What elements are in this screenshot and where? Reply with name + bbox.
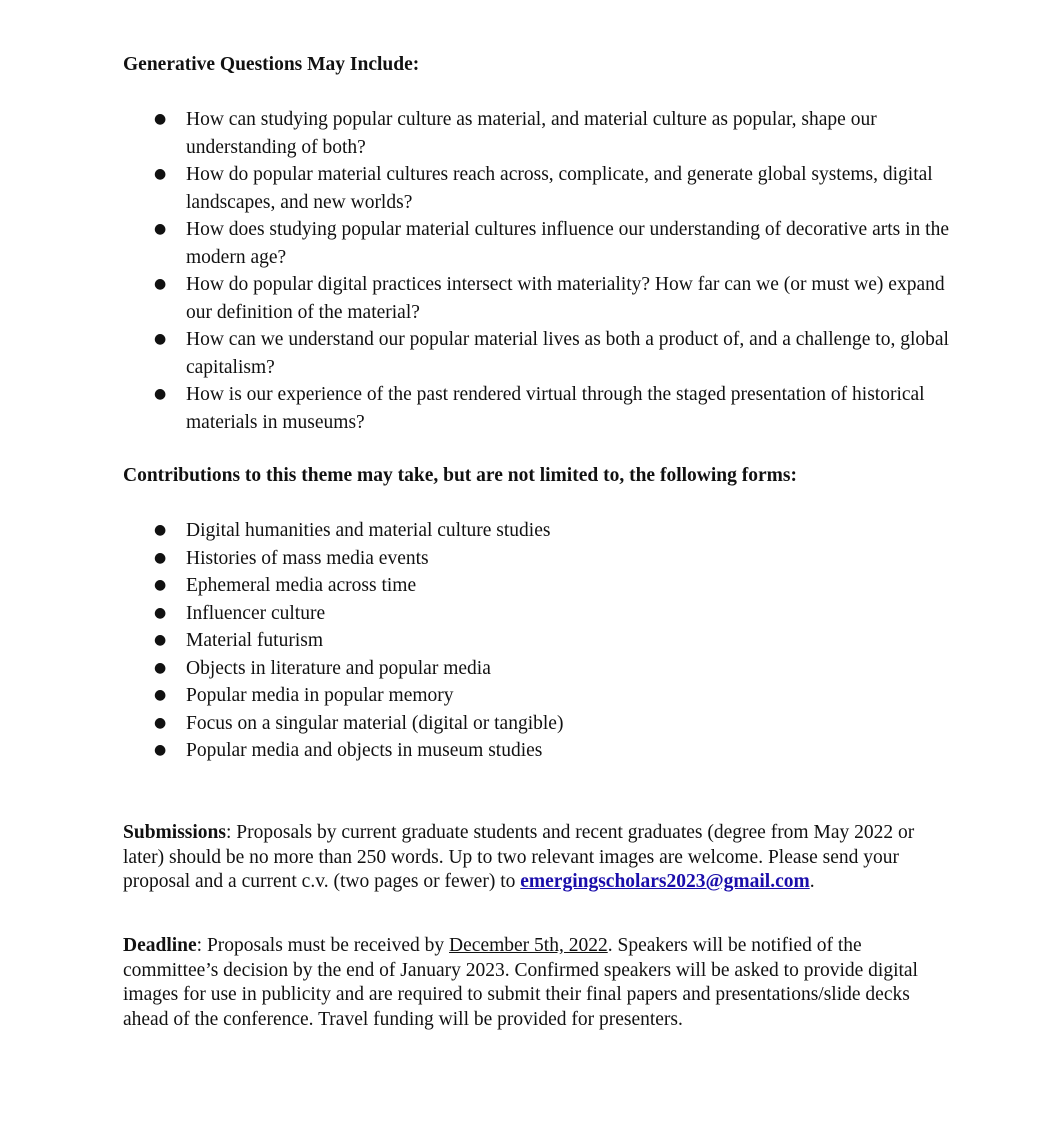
submissions-label: Submissions — [123, 822, 226, 843]
questions-heading: Generative Questions May Include: — [123, 54, 420, 75]
bullet-icon: ● — [154, 276, 167, 292]
list-item: ● Popular media in popular memory — [123, 682, 953, 710]
list-item: ● How do popular material cultures reach across, complicate, and generate global systems, digital landscapes, and new worlds? — [123, 161, 953, 216]
list-item: ● How can studying popular culture as material, and material culture as popular, shape our understanding of both? — [123, 106, 953, 161]
bullet-icon: ● — [154, 221, 167, 237]
list-item: ● How is our experience of the past rendered virtual through the staged presentation of historical materials in museums? — [123, 381, 953, 436]
bullet-icon: ● — [154, 386, 167, 402]
bullet-icon: ● — [154, 577, 167, 593]
deadline-label: Deadline — [123, 935, 197, 956]
forms-heading: Contributions to this theme may take, but are not limited to, the following forms: — [123, 465, 797, 486]
deadline-paragraph: Deadline: Proposals must be received by December 5th, 2022. Speakers will be notified of the committee’s decision by the end of January 2023. Confirmed speakers will be asked to provide digital images for use in publicity and are required to submit their final papers and presentations/slide decks ahead of the conference. Travel funding will be provided for presenters. — [123, 935, 918, 1030]
list-item: ● How can we understand our popular material lives as both a product of, and a challenge to, global capitalism? — [123, 326, 953, 381]
list-item: ● Digital humanities and material culture studies — [123, 517, 953, 545]
list-item: ● How do popular digital practices intersect with materiality? How far can we (or must we) expand our definition of the material? — [123, 271, 953, 326]
bullet-icon: ● — [154, 659, 167, 676]
list-item: ● Objects in literature and popular media — [123, 655, 953, 683]
bullet-icon: ● — [154, 166, 167, 182]
bullet-icon: ● — [154, 714, 167, 731]
bullet-icon: ● — [154, 522, 167, 538]
bullet-icon: ● — [154, 632, 167, 648]
list-item: ● Focus on a singular material (digital or tangible) — [123, 710, 953, 738]
list-item: ● Histories of mass media events — [123, 545, 953, 573]
list-item: ● Popular media and objects in museum studies — [123, 737, 953, 765]
submission-email-link[interactable]: emergingscholars2023@gmail.com — [520, 871, 810, 892]
list-item: ● How does studying popular material cultures influence our understanding of decorative arts in the modern age? — [123, 216, 953, 271]
submissions-text: : Proposals by current graduate students and recent graduates (degree from May 2022 or later) should be no more than 250 words. Up to two relevant images are welcome. Please send your proposal and a current c.v. (two pages or fewer) to — [123, 822, 915, 892]
bullet-icon: ● — [154, 111, 167, 127]
bullet-icon: ● — [154, 742, 167, 758]
submissions-paragraph: Submissions: Proposals by current graduate students and recent graduates (degree from May 2022 or later) should be no more than 250 words. Up to two relevant images are welcome. Please send your proposal and a current c.v. (two pages or fewer) to emergingscholars2023@gmail.com. — [123, 822, 915, 892]
deadline-date: December 5th, 2022 — [449, 935, 608, 956]
list-item: ● Influencer culture — [123, 600, 953, 628]
bullet-icon: ● — [154, 604, 167, 621]
forms-list — [123, 517, 953, 765]
bullet-icon: ● — [154, 331, 167, 347]
questions-list — [123, 106, 953, 436]
bullet-icon: ● — [154, 549, 167, 566]
list-item: ● Material futurism — [123, 627, 953, 655]
list-item: ● Ephemeral media across time — [123, 572, 953, 600]
bullet-icon: ● — [154, 687, 167, 703]
